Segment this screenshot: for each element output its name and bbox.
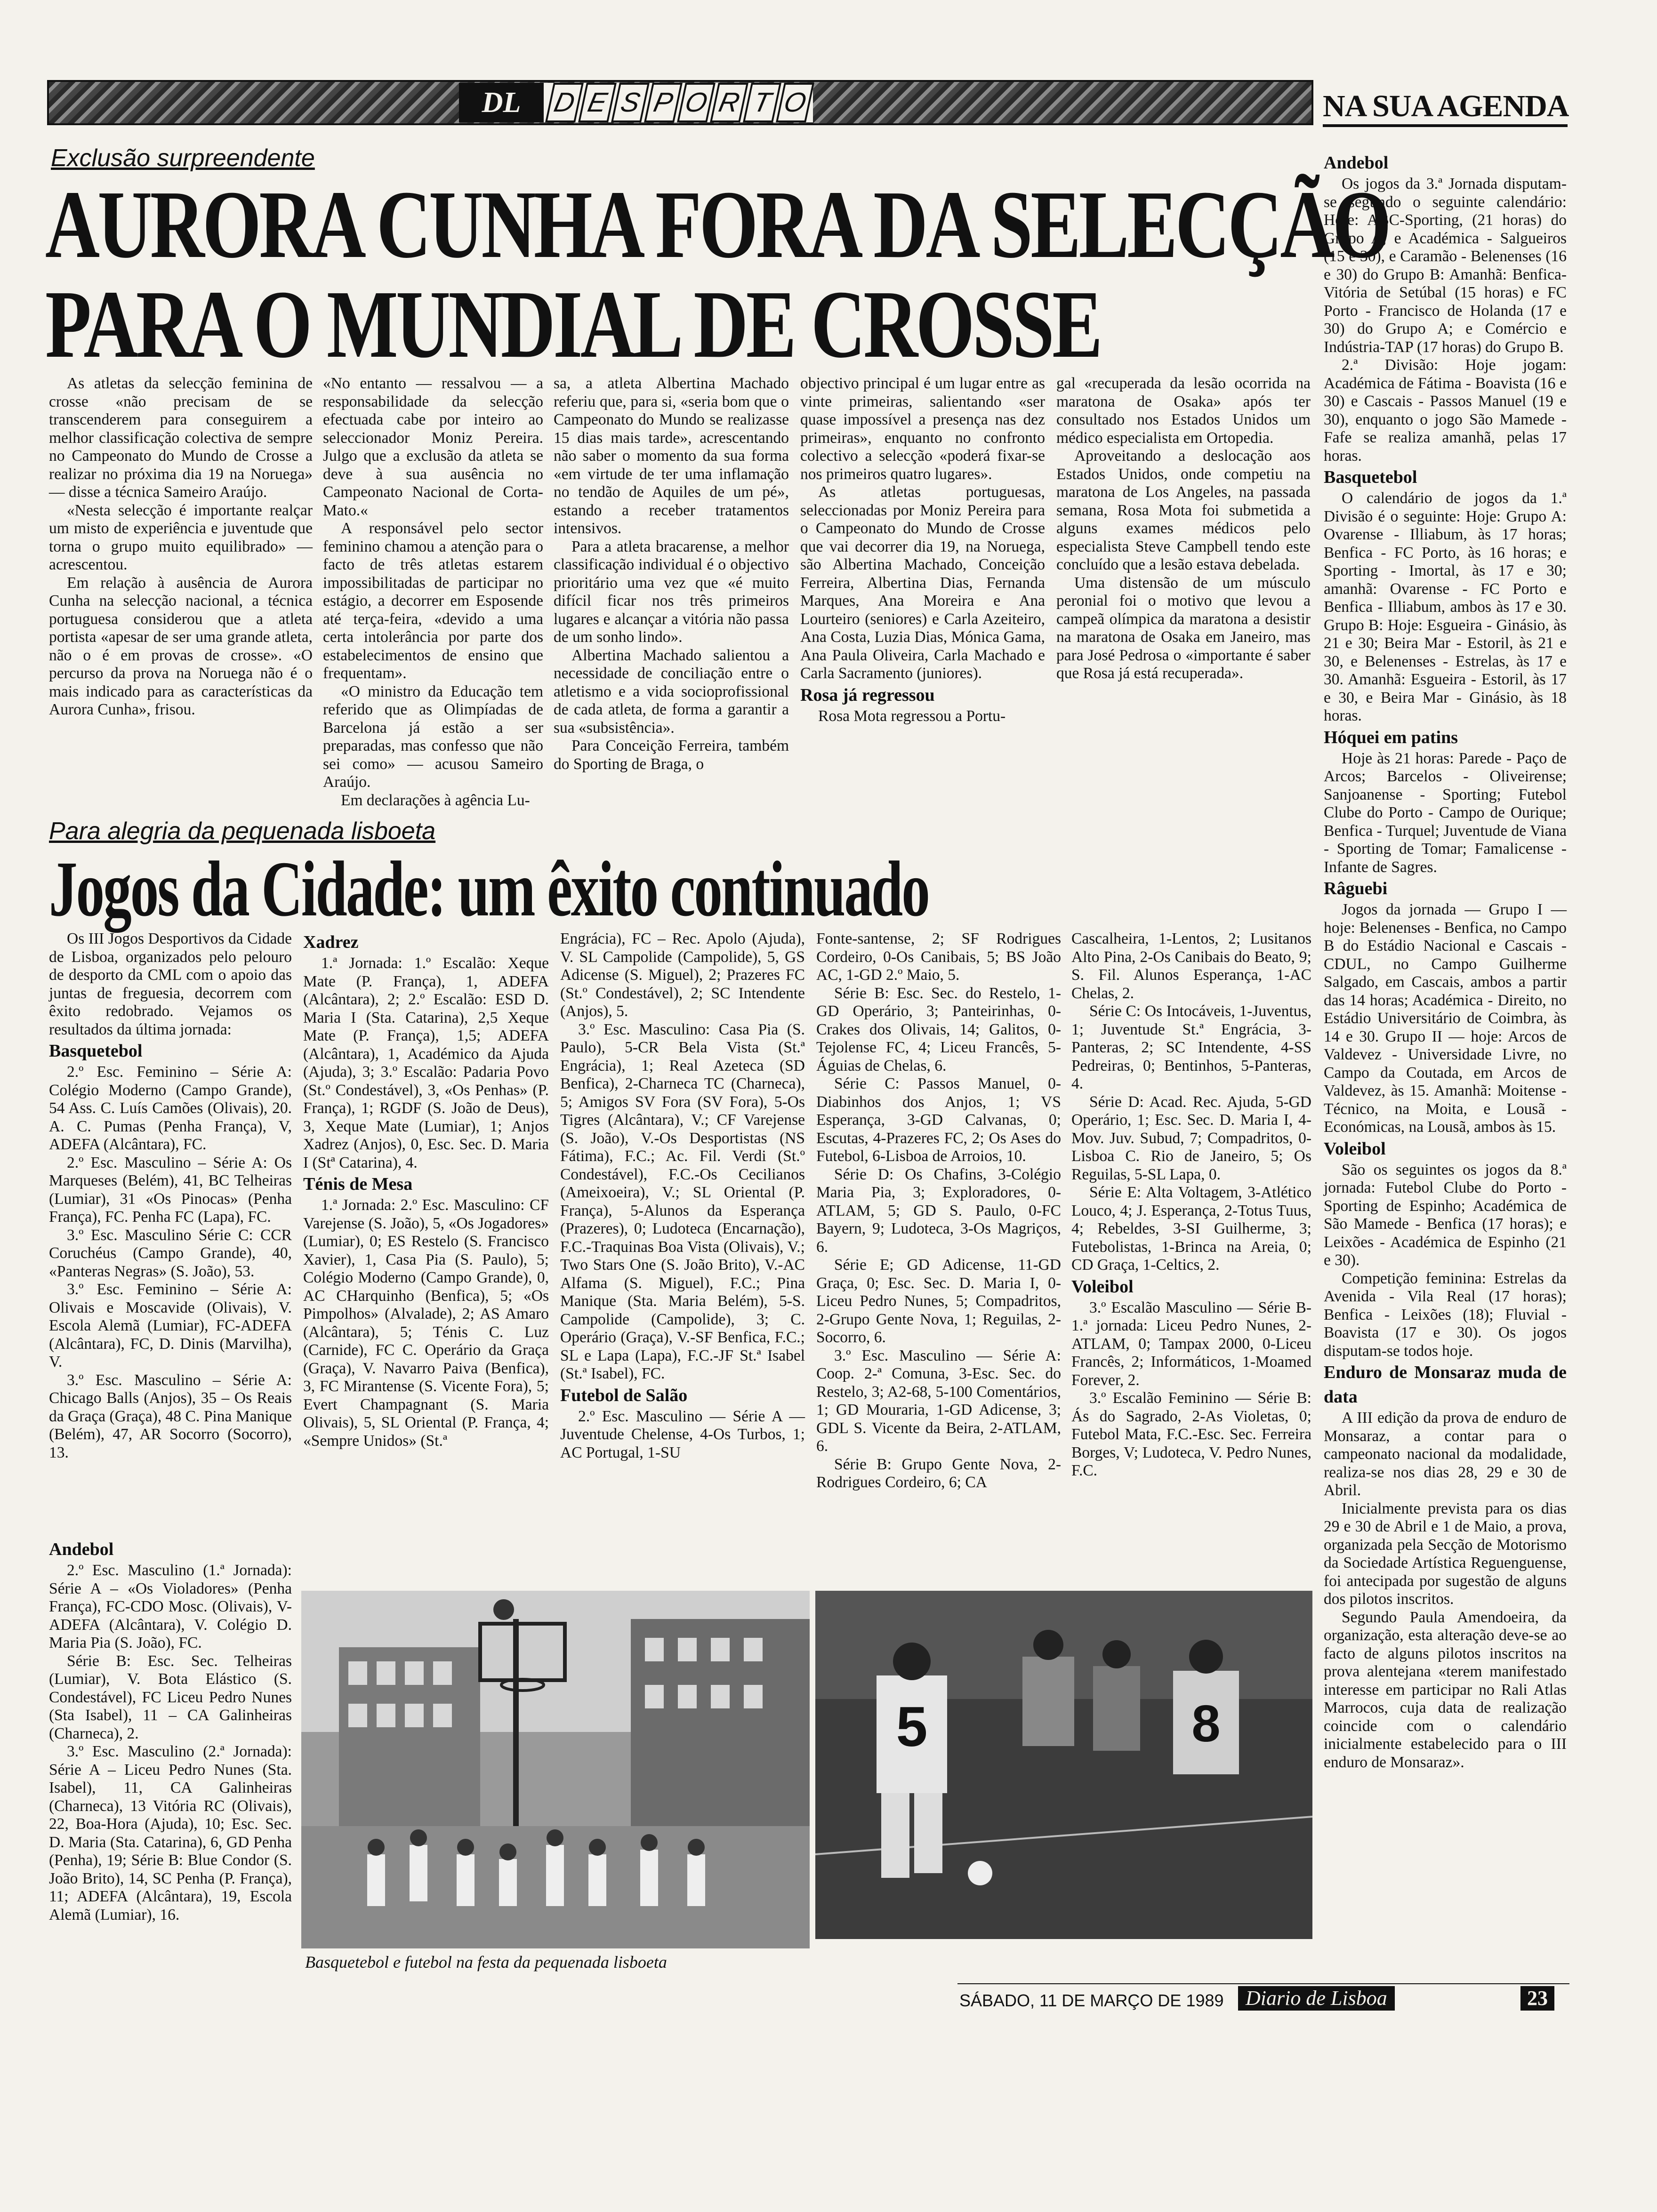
paragraph: 3.º Esc. Masculino Série C: CCR Coruchéus (Campo Grande), 40, «Panteras Negras» (S. João), 53. — [49, 1226, 292, 1280]
article2-column-2 — [303, 930, 549, 1450]
section-letter: T — [743, 83, 781, 122]
subheading: Enduro de Monsaraz muda de data — [1324, 1362, 1567, 1407]
paragraph: Para a atleta bracarense, a melhor classificação individual é o objectivo prioritário uma vez que «é muito difícil ficar nos três primeiros lugares e alcançar a vitória não passa de um sonho lindo». — [554, 537, 789, 646]
paragraph: Uma distensão de um músculo peronial foi o motivo que levou a campeã olímpica da maratona a desistir na maratona de Osaka em Janeiro, mas para José Pedrosa o «importante é saber que Rosa já está recuperada». — [1056, 574, 1311, 682]
paragraph: 3.º Esc. Masculino (2.ª Jornada): Série A – Liceu Pedro Nunes (Sta. Isabel), 11, CA Galinheiras (Charneca), 13 Vitória RC (Olivais), 22, Boa-Hora (Ajuda), 10; Esc. Sec. D. Maria (Sta. Catarina), 6, GD Penha (Penha), 19; Série B: Blue Condor (S. João Brito), 14, SC Penha (P. França), 11; ADEFA (Alcântara), 19, Escola Alemã (Lumiar), 16. — [49, 1743, 292, 1923]
paragraph: Jogos da jornada — Grupo I — hoje: Belenenses - Benfica, no Campo B do Estádio Nacional e Cascais - CDUL, no Campo Guilherme Salgado, em Cascais, ambos a partir das 14 horas; Académica - Direito, no Estádio Universitário de Coimbra, às 14 e 30. Grupo II — hoje: Arcos de Valdevez - Universidade Livre, no Campo da Coutada, em Arcos de Valdevez, às 15. Amanhã: Moitense - Técnico, na Moita, e Lousã - Económicas, na Lousã, ambos às 15. — [1324, 901, 1567, 1136]
paragraph: Fonte-santense, 2; SF Rodrigues Cordeiro, 0-Os Canibais, 5; BS João AC, 1-GD 2.º Maio, 5. — [816, 930, 1061, 984]
section-letter: D — [545, 83, 584, 122]
paragraph: Série D: Os Chafins, 3-Colégio Maria Pia, 3; Exploradores, 0-ATLAM, 5; GD S. Paulo, 0-FC Bayern, 9; Ludoteca, 3-Os Magriços, 6. — [816, 1165, 1061, 1256]
paragraph: 2.º Esc. Feminino – Série A: Colégio Moderno (Campo Grande), 54 Ass. C. Luís Camões (Olivais), 20. A. C. Pumas (Penha França), V, ADEFA (Alcântara), FC. — [49, 1063, 292, 1153]
paragraph: Aproveitando a deslocação aos Estados Unidos, onde competiu na maratona de Los Angeles, na passada semana, Rosa Mota foi submetida a alguns exames médicos pelo especialista Steve Campbell tendo este concluído que a lesão estava debelada. — [1056, 447, 1311, 573]
footer-date: SÁBADO, 11 DE MARÇO DE 1989 — [959, 1991, 1224, 2010]
article2-column-4 — [816, 930, 1061, 1492]
paragraph: A responsável pelo sector feminino chamou a atenção para o facto de três atletas estarem impossibilitadas de participar no estágio, a decorrer em Esposende até terça-feira, «devido a uma certa intolerância por parte dos estabelecimentos de ensino que frequentam». — [323, 520, 543, 682]
paragraph: Série E; GD Adicense, 11-GD Graça, 0; Esc. Sec. D. Maria I, 0-Liceu Pedro Nunes, 5; Compadritos, 2-Grupo Gente Nova, 1; Reguilas, 2-Socorro, 6. — [816, 1256, 1061, 1346]
article2-column-3 — [560, 930, 805, 1462]
article1-headline-line1: AURORA CUNHA FORA DA SELECÇÃO — [45, 170, 1390, 278]
article1-headline-line2: PARA O MUNDIAL DE CROSSE — [45, 270, 1101, 378]
paragraph: 2.º Esc. Masculino (1.ª Jornada): Série A – «Os Violadores» (Penha França), FC-CDO Mosc. (Olivais), V-ADEFA (Alcântara), V. Colégio D. Maria Pia (S. João), FC. — [49, 1562, 292, 1651]
paragraph: 2.ª Divisão: Hoje jogam: Académica de Fátima - Boavista (16 e 30) e Cascais - Passos Manuel (19 e 30), enquanto o jogo São Mamede - Fafe se realiza amanhã, pelas 17 horas. — [1324, 356, 1567, 465]
agenda-title: NA SUA AGENDA — [1323, 88, 1568, 127]
section-letter: O — [677, 83, 716, 122]
paragraph: Série B: Grupo Gente Nova, 2-Rodrigues Cordeiro, 6; CA — [816, 1455, 1061, 1491]
paragraph: Em declarações à agência Lu- — [341, 791, 530, 809]
subheading: Voleibol — [1071, 1276, 1134, 1297]
article1-column-1 — [49, 375, 313, 719]
article1-kicker: Exclusão surpreendente — [51, 144, 315, 172]
paragraph: Engrácia), FC – Rec. Apolo (Ajuda), V. SL Campolide (Campolide), 5, GS Adicense (S. Miguel), 2; Prazeres FC (St.º Condestável), 2; SC Intendente (Anjos), 5. — [560, 930, 805, 1020]
paragraph: Os III Jogos Desportivos da Cidade de Lisboa, organizados pelo pelouro de desporto da CML com o apoio das juntas de freguesia, decorrem com êxito redobrado. Vejamos os resultados da última jornada: — [49, 930, 292, 1038]
article2-headline: Jogos da Cidade: um êxito continuado — [49, 845, 929, 933]
article2-column-1 — [49, 930, 292, 1462]
paragraph: 2.º Esc. Masculino – Série A: Os Marqueses (Belém), 41, BC Telheiras (Lumiar), 31 «Os Pinocas» (Penha França), FC. Penha FC (Lapa), FC. — [49, 1154, 292, 1226]
article1-column-3 — [554, 375, 789, 773]
subheading: Xadrez — [303, 932, 359, 952]
subheading: Basquetebol — [1324, 467, 1417, 487]
section-letter: O — [776, 83, 814, 122]
section-letter: R — [710, 83, 748, 122]
subheading: Futebol de Salão — [560, 1385, 688, 1405]
article1-column-2 — [323, 375, 543, 809]
paragraph: A III edição da prova de enduro de Monsaraz, a contar para o campeonato nacional da modalidade, realiza-se nos dias 28, 29 e 30 de Abril. — [1324, 1409, 1567, 1499]
paragraph: Em relação à ausência de Aurora Cunha na selecção nacional, a técnica portuguesa considerou que a atleta portista «apesar de ser uma grande atleta, não o é em provas de crosse». «O percurso da prova na Noruega não é o mais indicado para as características da Aurora Cunha», frisou. — [49, 574, 313, 718]
subheading: Hóquei em patins — [1324, 727, 1458, 747]
subheading: Voleibol — [1324, 1138, 1386, 1159]
article2-kicker: Para alegria da pequenada lisboeta — [49, 817, 436, 845]
paragraph: 3.º Esc. Feminino – Série A: Olivais e Moscavide (Olivais), V. Escola Alemã (Lumiar), FC-ADEFA (Alcântara), FC, D. Dinis (Marvilha), V. — [49, 1281, 292, 1370]
footer-rule — [957, 1983, 1569, 1984]
article2-column-5 — [1071, 930, 1311, 1480]
paragraph: São os seguintes os jogos da 8.ª jornada: Futebol Clube do Porto - Sporting de Espinho; Académica de São Mamede - Benfica (17 horas); e Leixões - Académica de Espinho (21 e 30). — [1324, 1161, 1567, 1269]
basketball-photo — [301, 1591, 810, 1948]
paragraph: As atletas da selecção feminina de crosse «não precisam de se transcenderem para conseguirem a melhor classificação colectiva de sempre no Campeonato do Mundo de Crosse a realizar no próxima dia 19 na Noruega» — disse a técnica Sameiro Araújo. — [49, 375, 313, 501]
paragraph: Competição feminina: Estrelas da Avenida - Vila Real (17 horas); Benfica - Leixões (18); Fluvial - Boavista (17 e 30). Os jogos disputam-se todos hoje. — [1324, 1269, 1567, 1360]
paragraph: Hoje às 21 horas: Parede - Paço de Arcos; Barcelos - Oliveirense; Sanjoanense - Sporting; Futebol Clube do Porto - Campo de Ourique; Benfica - Turquel; Juventude de Viana - Sporting de Tomar; Famalicense - Infante de Sagres. — [1324, 749, 1567, 876]
paragraph: Segundo Paula Amendoeira, da organização, esta alteração deve-se ao facto de alguns pilotos inscritos na prova alentejana «terem manifestado interesse em participar no Rali Atlas Marrocos, cuja data de realização coincide com o calendário inicialmente estabelecido para o III enduro de Monsaraz». — [1324, 1608, 1567, 1771]
paragraph: 1.ª Jornada: 2.º Esc. Masculino: CF Varejense (S. João), 5, «Os Jogadores» (Lumiar), 0; ES Restelo (S. Francisco Xavier), 1, Casa Pia (S. Paulo), 5; Colégio Moderno (Campo Grande), 0, AC CHarquinho (Benfica), 5; «Os Pimpolhos» (Alvalade), 2; AS Amaro (Alcântara), 5; Ténis C. Luz (Carnide), FC C. Operário da Graça (Graça), V. Navarro Paiva (Benfica), 3, FC Mirantense (S. Vicente Fora), 5; Evert Champagnant (S. Maria Olivais), 5, SL Oriental (P. França, 4; «Sempre Unidos» (St.ª — [303, 1196, 549, 1450]
article1-column-5 — [1056, 375, 1311, 683]
paragraph: Série E: Alta Voltagem, 3-Atlético Louco, 4; J. Esperança, 2-Totus Tuus, 4; Rebeldes, 3-SI Guilherme, 3; Futebolistas, 1-Brinca na Areia, 0; CD Graça, 1-Celtics, 2. — [1071, 1184, 1311, 1274]
paragraph: Cascalheira, 1-Lentos, 2; Lusitanos Alto Pina, 2-Os Canibais do Beato, 9; S. Fil. Alunos Esperança, 1-AC Chelas, 2. — [1071, 930, 1311, 1002]
paragraph: «Nesta selecção é importante realçar um misto de experiência e juventude que torna o grupo muito equilibrado» — acrescentou. — [49, 501, 313, 573]
paragraph: sa, a atleta Albertina Machado referiu que, para si, «seria bom que o Campeonato do Mundo se realizasse 15 dias mais tarde», acrescentando não saber o momento da sua forma «em virtude de ter uma inflamação no tendão de Aquiles de um pé», estando a receber tratamentos intensivos. — [554, 375, 789, 537]
subheading: Rosa já regressou — [800, 685, 935, 705]
paragraph: Os jogos da 3.ª Jornada disputam-se segundo o seguinte calendário: Hoje: ABC-Sporting, (21 horas) do Grupo A, e Académica - Salgueiros (15 e 30), e Caramão - Belenenses (16 e 30) do Grupo B: Amanhã: Benfica-Vitória de Setúbal (15 horas) e FC Porto - Francisco de Holanda (17 e 30) do Grupo A; e Comércio e Indústria-TAP (17 horas) do Grupo B. — [1324, 175, 1567, 356]
dl-logo: DL — [459, 83, 544, 122]
paragraph: 3.º Esc. Masculino — Série A: Coop. 2-ª Comuna, 3-Esc. Sec. do Restelo, 3; A2-68, 5-100 Comentários, 1; GD Mouraria, 1-GD Adicense, 3; GDL S. Vicente da Beira, 2-ATLAM, 6. — [816, 1346, 1061, 1455]
paragraph: «O ministro da Educação tem referido que as Olimpíadas de Barcelona já estão a ser preparadas, mas confesso que não sei como» — acusou Sameiro Araújo. — [323, 682, 543, 791]
subheading: Ténis de Mesa — [303, 1174, 413, 1194]
agenda-column — [1324, 151, 1567, 1771]
football-photo — [815, 1591, 1312, 1939]
paragraph: Série B: Esc. Sec. do Restelo, 1-GD Operário, 3; Panteirinhas, 0-Crakes dos Olivais, 14; Galitos, 0-Tejolense FC, 4; Liceu Francês, 5-Águias de Chelas, 6. — [816, 984, 1061, 1074]
paragraph: gal «recuperada da lesão ocorrida na maratona de Osaka» após ter consultado nos Estados Unidos um médico especialista em Ortopedia. — [1056, 375, 1311, 447]
section-letter: P — [644, 83, 683, 122]
section-title-desporto — [549, 83, 813, 122]
paragraph: O calendário de jogos da 1.ª Divisão é o seguinte: Hoje: Grupo A: Ovarense - Illiabum, às 17 horas; Benfica - FC Porto, às 16 horas; e Sporting - Imortal, às 17 e 30; amanhã: Ovarense - FC Porto e Benfica - Illiabum, ambos às 17 e 30. Grupo B: Hoje: Esgueira - Ginásio, às 21 e 30; Beira Mar - Estoril, às 21 e 30, e Belenenses - Estrelas, às 17 e 30. Amanhã: Esgueira - Estoril, às 17 e 30, e Beira Mar - Ginásio, às 18 horas. — [1324, 489, 1567, 724]
svg-text:5: 5 — [896, 1695, 928, 1758]
section-label — [459, 83, 813, 122]
paragraph: 3.º Esc. Masculino – Série A: Chicago Balls (Anjos), 35 – Os Reais da Graça (Graça), 48 C. Pina Manique (Belém), 47, AR Socorro (Socorro), 13. — [49, 1371, 292, 1461]
article1-column-4 — [800, 375, 1045, 725]
paragraph: «No entanto — ressalvou — a responsabilidade da selecção efectuada cabe por inteiro ao seleccionador Moniz Pereira. Julgo que a exclusão da atleta se deve à sua ausência no Campeonato Nacional de Corta-Mato.« — [323, 375, 543, 519]
paragraph: 3.º Esc. Masculino: Casa Pia (S. Paulo), 5-CR Bela Vista (St.ª Engrácia), 1; Real Azeteca (SD Benfica), 2-Charneca TC (Charneca), 5; Amigos SV Fora (SV Fora), 5-Os Tigres (Alcântara), V.; CF Varejense (S. João), V.-Os Desportistas (NS Fátima), F.C.; Ac. Fil. Verdi (St.º Condestável), F.C.-Os Cecilianos (Ameixoeira), V.; SL Oriental (P. França), 5-Alunos da Esperança (Prazeres), 0; Ludoteca (Encarnação), F.C.-Traquinas Boa Vista (Olivais), V.; Two Stars One (S. João Brito), V.-AC Alfama (S. Miguel), F.C.; Pina Manique (Sta. Maria Belém), 5-S. Campolide (Campolide), 3; C. Operário (Graça), V.-SF Benfica, F.C.; SL e Lapa (Lapa), F.C.-JF St.ª Isabel (St.ª Isabel), FC. — [560, 1020, 805, 1382]
photo-caption: Basquetebol e futebol na festa da pequenada lisboeta — [305, 1953, 667, 1972]
page-number: 23 — [1520, 1986, 1554, 2011]
paragraph: Para Conceição Ferreira, também do Sporting de Braga, o — [554, 737, 789, 773]
subheading: Andebol — [1324, 153, 1389, 173]
paragraph: objectivo principal é um lugar entre as vinte primeiras, salientando «ser quase impossível a presença nas dez primeiras», enquanto no confronto colectivo a selecção «poderá fixar-se nos primeiros quatro lugares». — [800, 375, 1045, 483]
paragraph: Série C: Os Intocáveis, 1-Juventus, 1; Juventude St.ª Engrácia, 3-Panteras, 2; SC Intendente, 4-SS Pedreiras, 0; Bentinhos, 5-Panteras, 4. — [1071, 1002, 1311, 1092]
paragraph: Inicialmente prevista para os dias 29 e 30 de Abril e 1 de Maio, a prova, organizada pela Secção de Motorismo da Sociedade Artística Reguenguense, foi antecipada por sugestão de alguns dos pilotos inscritos. — [1324, 1499, 1567, 1608]
paragraph: 1.ª Jornada: 1.º Escalão: Xeque Mate (P. França), 1, ADEFA (Alcântara), 2; 2.º Escalão: ESD D. Maria I (Sta. Catarina), 2,5 Xeque Mate (P. França), 1,5; ADEFA (Alcântara), 1, Académico da Ajuda (Ajuda), 3; 3.º Escalão: Padaria Povo (St.º Condestável), 3, «Os Penhas» (P. França), 1; RGDF (S. João de Deus), 3, Xeque Mate (Lumiar), 1; Anjos Xadrez (Anjos), 0, Esc. Sec. D. Maria I (Stª Catarina), 4. — [303, 954, 549, 1171]
paragraph: 3.º Escalão Masculino — Série B-1.ª jornada: Liceu Pedro Nunes, 2-ATLAM, 0; Tampax 2000, 0-Liceu Francês, 2; Informáticos, 1-Moamed Forever, 2. — [1071, 1298, 1311, 1389]
article2-andebol-column — [49, 1537, 292, 1924]
footer-masthead: Diario de Lisboa — [1238, 1986, 1395, 2011]
subheading: Râguebi — [1324, 879, 1388, 898]
svg-text:8: 8 — [1191, 1695, 1221, 1753]
subheading: Basquetebol — [49, 1041, 143, 1061]
paragraph: Série B: Esc. Sec. Telheiras (Lumiar), V. Bota Elástico (S. Condestável), FC Liceu Pedro Nunes (Sta Isabel), 11 – CA Galinheiras (Charneca), 2. — [49, 1652, 292, 1742]
paragraph: 2.º Esc. Masculino — Série A — Juventude Chelense, 4-Os Turbos, 1; AC Portugal, 1-SU — [560, 1407, 805, 1461]
section-letter: E — [578, 83, 617, 122]
paragraph: As atletas portuguesas, seleccionadas por Moniz Pereira para o Campeonato do Mundo de Crosse que vai decorrer dia 19, na Noruega, são Albertina Machado, Conceição Ferreira, Albertina Dias, Fernanda Marques, Ana Moreira e Ana Lourteiro (seniores) e Carla Azeiteiro, Ana Costa, Luzia Dias, Mónica Gama, Ana Paula Oliveira, Carla Machado e Carla Sacramento (juniores). — [800, 483, 1045, 682]
paragraph: Série C: Passos Manuel, 0-Diabinhos dos Anjos, 1; VS Esperança, 3-GD Calvanas, 0; Escutas, 4-Prazeres FC, 2; Os Ases do Futebol, 6-Lisboa de Arroios, 10. — [816, 1075, 1061, 1165]
paragraph: Série D: Acad. Rec. Ajuda, 5-GD Operário, 1; Esc. Sec. D. Maria I, 4-Mov. Juv. Subud, 7; Compadritos, 0-Lisboa C. Rio de Janeiro, 5; Os Reguilas, 5-SL Lapa, 0. — [1071, 1093, 1311, 1183]
subheading: Andebol — [49, 1539, 114, 1559]
paragraph: Albertina Machado salientou a necessidade de conciliação entre o atletismo e a vida socioprofissional de cada atleta, de forma a garantir a sua «subsistência». — [554, 646, 789, 737]
section-letter: S — [611, 83, 650, 122]
paragraph: Rosa Mota regressou a Portu- — [818, 707, 1006, 725]
paragraph: 3.º Escalão Feminino — Série B: Ás do Sagrado, 2-As Violetas, 0; Futebol Mata, F.C.-Esc. Sec. Ferreira Borges, V; Ludoteca, V. Pedro Nunes, F.C. — [1071, 1389, 1311, 1479]
